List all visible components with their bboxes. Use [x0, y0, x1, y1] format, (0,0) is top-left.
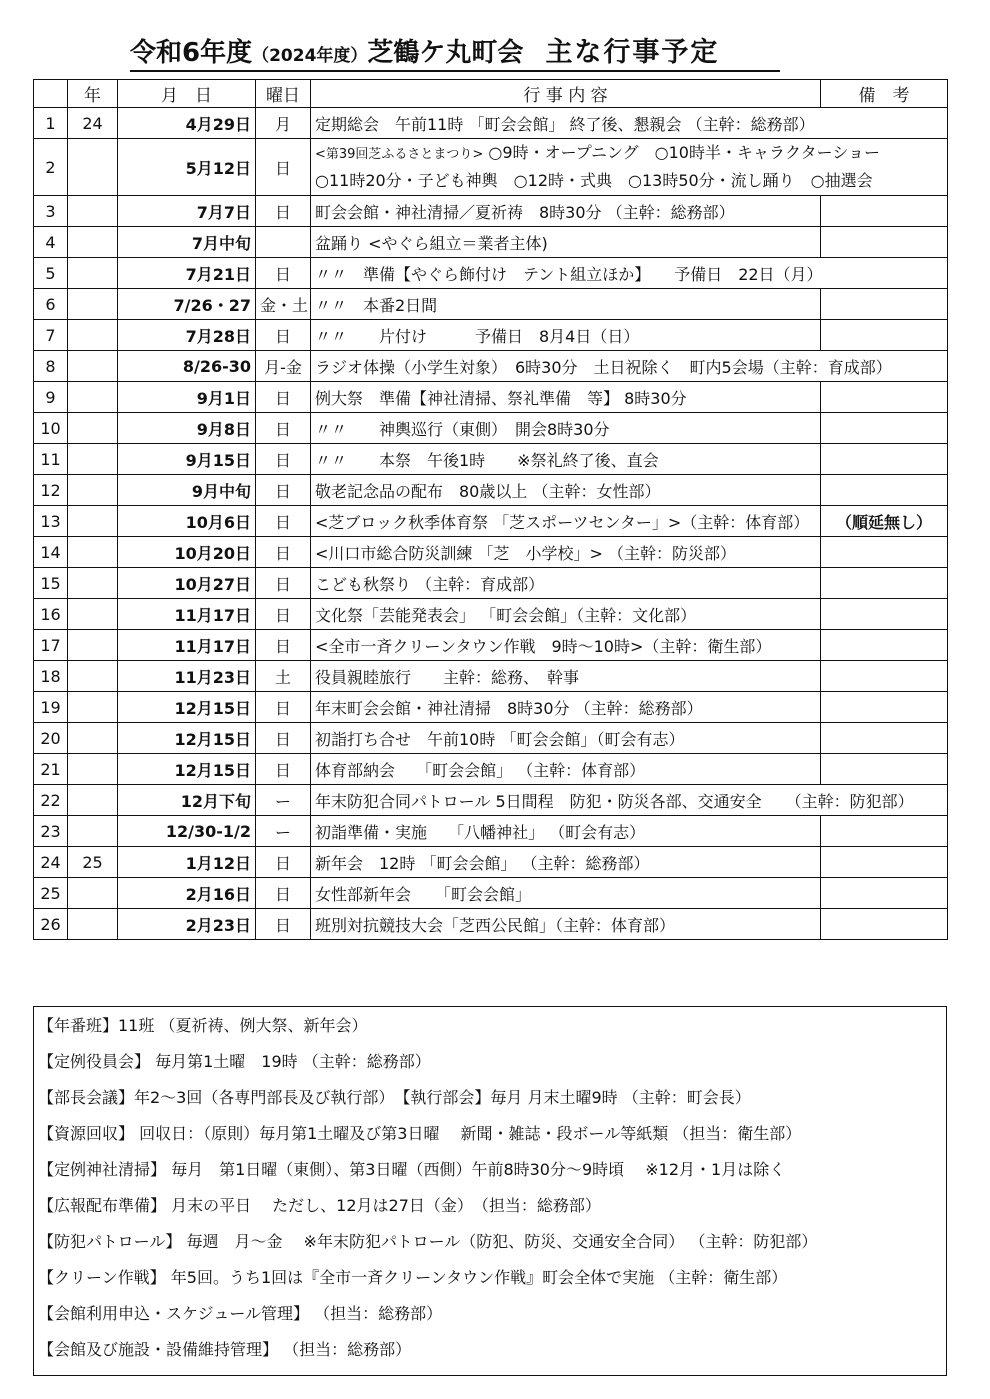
row-number: 10: [34, 413, 68, 444]
title-western-year: （2024年度）: [252, 46, 368, 66]
note-line: 【クリーン作戦】 年5回。うち1回は『全市一斉クリーンタウン作戦』町会全体で実施 （主幹：衛生部）: [38, 1268, 788, 1287]
row-dow: 日: [256, 630, 311, 661]
row-year: 24: [68, 108, 118, 139]
table-row: [34, 599, 948, 630]
row-event: 〃〃 準備【やぐら飾付け テント組立ほか】 予備日 22日（月）: [311, 258, 948, 289]
row-note: [821, 754, 948, 785]
row-number: 22: [34, 785, 68, 816]
row-note: [821, 444, 948, 475]
table-row: [34, 227, 948, 258]
row-number: 8: [34, 351, 68, 382]
row-note: [821, 227, 948, 258]
row-event: 初詣準備・実施 「八幡神社」 （町会有志）: [311, 816, 821, 847]
row-dow: ー: [256, 816, 311, 847]
row-number: 16: [34, 599, 68, 630]
table-row: [34, 413, 948, 444]
note-line: 【広報配布準備】 月末の平日 ただし、12月は27日（金） （担当：総務部）: [38, 1196, 601, 1215]
row-event: 新年会 12時 「町会会館」 （主幹：総務部）: [311, 847, 821, 878]
row-date: 12/30-1/2: [118, 816, 256, 847]
row-number: 4: [34, 227, 68, 258]
row-note: [821, 909, 948, 940]
row-dow: 日: [256, 692, 311, 723]
row-year: [68, 878, 118, 909]
row-year: [68, 444, 118, 475]
row-event-prefix: <第39回芝ふるさとまつり>: [315, 147, 484, 162]
title-main: 主な行事予定: [545, 37, 720, 68]
row-note: [821, 816, 948, 847]
row-dow: 日: [256, 878, 311, 909]
header-event: 行 事 内 容: [311, 80, 821, 108]
schedule-body: [34, 108, 948, 940]
row-date: 7月中旬: [118, 227, 256, 258]
row-year: [68, 568, 118, 599]
header-note: 備 考: [821, 80, 948, 108]
row-date: 10月20日: [118, 537, 256, 568]
row-event: 役員親睦旅行 主幹：総務、 幹事: [311, 661, 821, 692]
row-year: [68, 196, 118, 227]
table-row: [34, 785, 948, 816]
row-dow: 日: [256, 382, 311, 413]
note-line: 【資源回収】 回収日：（原則）毎月第1土曜及び第3日曜 新聞・雑誌・段ボール等紙類 （担当：衛生部）: [38, 1124, 802, 1143]
row-number: 7: [34, 320, 68, 351]
row-dow: [256, 227, 311, 258]
row-note: [821, 692, 948, 723]
row-year: [68, 475, 118, 506]
row-event-line2: ○11時20分・子ども神輿 ○12時・式典 ○13時50分・流し踊り ○抽選会: [315, 171, 873, 190]
row-date: 2月23日: [118, 909, 256, 940]
row-note: [821, 382, 948, 413]
row-event: 盆踊り <やぐら組立＝業者主体): [311, 227, 821, 258]
table-row: [34, 139, 948, 196]
row-dow: 月-金: [256, 351, 311, 382]
header-year: 年: [68, 80, 118, 108]
notes-section: [33, 1006, 947, 1376]
row-date: 2月16日: [118, 878, 256, 909]
row-note: [821, 289, 948, 320]
row-note: [821, 599, 948, 630]
row-event: 年末防犯合同パトロール 5日間程 防犯・防災各部、交通安全 （主幹：防犯部）: [311, 785, 948, 816]
row-number: 23: [34, 816, 68, 847]
row-dow: 日: [256, 599, 311, 630]
row-date: 7月21日: [118, 258, 256, 289]
table-row: [34, 537, 948, 568]
row-dow: 日: [256, 537, 311, 568]
row-event: こども秋祭り （主幹：育成部）: [311, 568, 821, 599]
table-row: [34, 568, 948, 599]
row-year: [68, 351, 118, 382]
row-dow: 日: [256, 723, 311, 754]
row-event: [311, 139, 948, 196]
row-year: [68, 258, 118, 289]
row-number: 25: [34, 878, 68, 909]
table-row: [34, 723, 948, 754]
row-year: [68, 785, 118, 816]
row-date: 7月7日: [118, 196, 256, 227]
row-number: 19: [34, 692, 68, 723]
row-number: 24: [34, 847, 68, 878]
table-row: [34, 258, 948, 289]
table-row: [34, 506, 948, 537]
table-row: [34, 320, 948, 351]
row-year: [68, 139, 118, 196]
table-row: [34, 692, 948, 723]
row-number: 17: [34, 630, 68, 661]
row-number: 21: [34, 754, 68, 785]
row-date: 9月8日: [118, 413, 256, 444]
row-dow: 日: [256, 568, 311, 599]
row-date: 8/26-30: [118, 351, 256, 382]
row-event: 女性部新年会 「町会会館」: [311, 878, 821, 909]
table-row: [34, 108, 948, 139]
row-year: 25: [68, 847, 118, 878]
table-row: [34, 878, 948, 909]
note-line: 【定例役員会】 毎月第1土曜 19時 （主幹：総務部）: [38, 1052, 431, 1071]
row-event: 文化祭「芸能発表会」 「町会会館」（主幹：文化部）: [311, 599, 821, 630]
row-dow: 月: [256, 108, 311, 139]
row-dow: 日: [256, 909, 311, 940]
row-date: 5月12日: [118, 139, 256, 196]
page-title: [130, 30, 780, 72]
row-number: 1: [34, 108, 68, 139]
row-number: 18: [34, 661, 68, 692]
header-no: [34, 80, 68, 108]
table-row: [34, 847, 948, 878]
row-dow: 日: [256, 754, 311, 785]
note-line: 【定例神社清掃】 毎月 第1日曜（東側）、第3日曜（西側）午前8時30分～9時頃 ※12月・1月は除く: [38, 1160, 786, 1179]
note-line: 【会館利用申込・スケジュール管理】 （担当：総務部）: [38, 1304, 443, 1323]
row-event-text: ○9時・オープニング ○10時半・キャラクターショー: [488, 143, 881, 162]
note-line: 【会館及び施設・設備維持管理】 （担当：総務部）: [38, 1340, 412, 1359]
row-event: 体育部納会 「町会会館」 （主幹：体育部）: [311, 754, 821, 785]
row-number: 20: [34, 723, 68, 754]
table-row: [34, 475, 948, 506]
table-row: [34, 289, 948, 320]
row-number: 2: [34, 139, 68, 196]
row-number: 14: [34, 537, 68, 568]
row-date: 9月15日: [118, 444, 256, 475]
row-date: 11月23日: [118, 661, 256, 692]
row-dow: 日: [256, 258, 311, 289]
row-dow: 金・土: [256, 289, 311, 320]
row-year: [68, 909, 118, 940]
row-dow: 日: [256, 444, 311, 475]
table-row: [34, 909, 948, 940]
table-row: [34, 351, 948, 382]
row-event: 町会会館・神社清掃／夏祈祷 8時30分 （主幹：総務部）: [311, 196, 821, 227]
row-date: 7月28日: [118, 320, 256, 351]
row-note: （順延無し）: [821, 506, 948, 537]
row-number: 3: [34, 196, 68, 227]
row-number: 13: [34, 506, 68, 537]
table-row: [34, 816, 948, 847]
row-date: 12月15日: [118, 723, 256, 754]
row-event: 〃〃 本祭 午後1時 ※祭礼終了後、直会: [311, 444, 821, 475]
row-event: 例大祭 準備【神社清掃、祭礼準備 等】 8時30分: [311, 382, 821, 413]
row-event: 初詣打ち合せ 午前10時 「町会会館」（町会有志）: [311, 723, 821, 754]
row-date: 10月27日: [118, 568, 256, 599]
row-note: [821, 723, 948, 754]
row-date: 12月15日: [118, 754, 256, 785]
row-year: [68, 506, 118, 537]
row-date: 12月15日: [118, 692, 256, 723]
row-event: 定期総会 午前11時 「町会会館」 終了後、懇親会 （主幹：総務部）: [311, 108, 948, 139]
row-number: 11: [34, 444, 68, 475]
row-number: 12: [34, 475, 68, 506]
row-date: 11月17日: [118, 630, 256, 661]
row-date: 4月29日: [118, 108, 256, 139]
row-event: <川口市総合防災訓練 「芝 小学校」> （主幹：防災部）: [311, 537, 821, 568]
row-note: [821, 568, 948, 599]
row-date: 12月下旬: [118, 785, 256, 816]
row-year: [68, 816, 118, 847]
row-event-line1: [315, 140, 943, 168]
row-event: 年末町会会館・神社清掃 8時30分 （主幹：総務部）: [311, 692, 821, 723]
row-event: <全市一斉クリーンタウン作戦 9時～10時>（主幹：衛生部）: [311, 630, 821, 661]
row-number: 6: [34, 289, 68, 320]
row-dow: 土: [256, 661, 311, 692]
row-dow: 日: [256, 320, 311, 351]
note-line: 【防犯パトロール】 毎週 月～金 ※年末防犯パトロール（防犯、防災、交通安全合同） （主幹：防犯部）: [38, 1232, 818, 1251]
row-dow: 日: [256, 847, 311, 878]
table-row: [34, 754, 948, 785]
row-dow: ー: [256, 785, 311, 816]
row-event: 敬老記念品の配布 80歳以上 （主幹：女性部）: [311, 475, 821, 506]
row-year: [68, 413, 118, 444]
row-note: [821, 878, 948, 909]
row-note: [821, 320, 948, 351]
row-date: 7/26・27: [118, 289, 256, 320]
table-header-row: [34, 80, 948, 108]
row-number: 26: [34, 909, 68, 940]
row-number: 9: [34, 382, 68, 413]
row-year: [68, 227, 118, 258]
row-note: [821, 661, 948, 692]
row-event: 〃〃 片付け 予備日 8月4日（日）: [311, 320, 821, 351]
row-year: [68, 661, 118, 692]
row-dow: 日: [256, 475, 311, 506]
row-year: [68, 320, 118, 351]
table-row: [34, 196, 948, 227]
note-line: 【部長会議】年2～3回（各専門部長及び執行部） 【執行部会】毎月 月末土曜9時 （主幹：町会長）: [38, 1088, 751, 1107]
row-note: [821, 413, 948, 444]
row-dow: 日: [256, 139, 311, 196]
row-event: 〃〃 神輿巡行（東側） 開会8時30分: [311, 413, 821, 444]
row-year: [68, 723, 118, 754]
row-year: [68, 382, 118, 413]
title-association: 芝鶴ケ丸町会: [367, 38, 524, 68]
row-event: 班別対抗競技大会「芝西公民館」（主幹：体育部）: [311, 909, 821, 940]
row-year: [68, 692, 118, 723]
header-date: 月 日: [118, 80, 256, 108]
row-date: 9月中旬: [118, 475, 256, 506]
row-event: <芝ブロック秋季体育祭 「芝スポーツセンター」>（主幹：体育部）: [311, 506, 821, 537]
row-number: 5: [34, 258, 68, 289]
row-year: [68, 289, 118, 320]
row-dow: 日: [256, 413, 311, 444]
row-date: 10月6日: [118, 506, 256, 537]
row-date: 1月12日: [118, 847, 256, 878]
row-dow: 日: [256, 196, 311, 227]
row-number: 15: [34, 568, 68, 599]
note-line: 【年番班】11班 （夏祈祷、例大祭、新年会）: [38, 1016, 368, 1035]
schedule-table: [33, 79, 948, 940]
row-note: [821, 630, 948, 661]
header-dow: 曜日: [256, 80, 311, 108]
row-year: [68, 754, 118, 785]
row-year: [68, 630, 118, 661]
row-year: [68, 537, 118, 568]
row-dow: 日: [256, 506, 311, 537]
row-event: 〃〃 本番2日間: [311, 289, 821, 320]
row-note: [821, 196, 948, 227]
row-note: [821, 847, 948, 878]
table-row: [34, 630, 948, 661]
row-year: [68, 599, 118, 630]
row-date: 11月17日: [118, 599, 256, 630]
row-note: [821, 537, 948, 568]
table-row: [34, 661, 948, 692]
table-row: [34, 382, 948, 413]
title-era-year: 令和6年度: [130, 38, 253, 68]
table-row: [34, 444, 948, 475]
row-note: [821, 475, 948, 506]
row-event: ラジオ体操（小学生対象） 6時30分 土日祝除く 町内5会場（主幹：育成部）: [311, 351, 948, 382]
row-date: 9月1日: [118, 382, 256, 413]
